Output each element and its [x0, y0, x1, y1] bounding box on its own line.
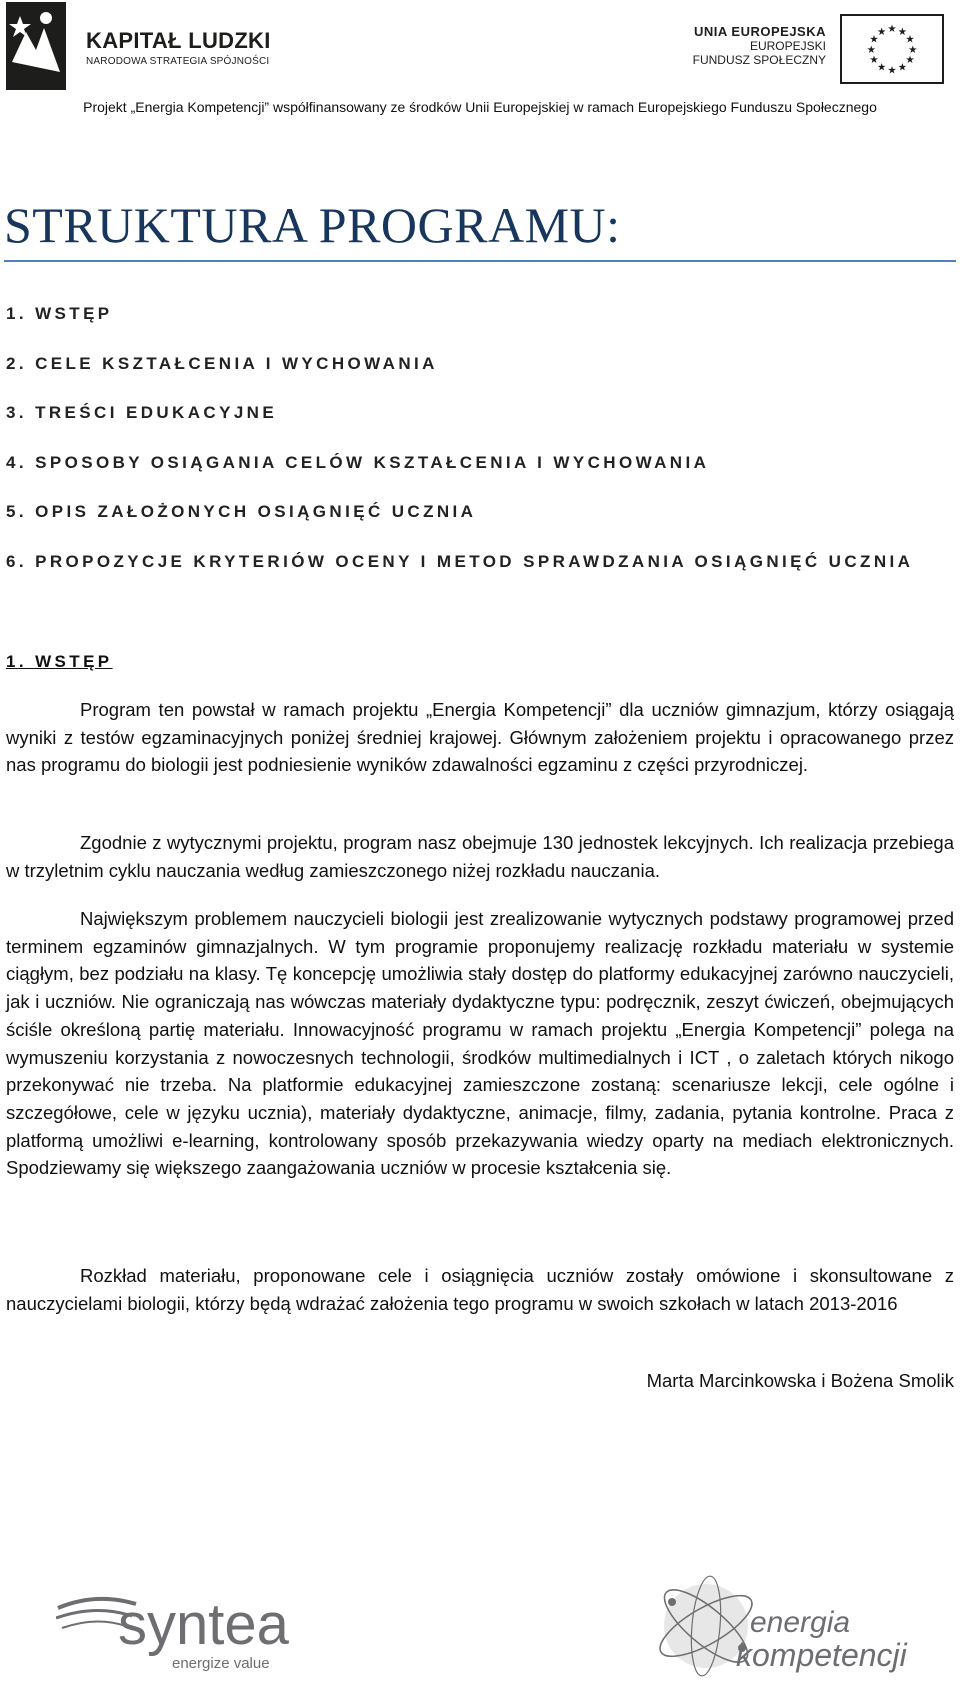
- energia-kompetencji-logo: [650, 1568, 950, 1684]
- table-of-contents: [6, 304, 913, 601]
- author-signature: Marta Marcinkowska i Bożena Smolik: [646, 1370, 954, 1391]
- eu-star-icon: ★: [887, 24, 897, 36]
- eu-star-icon: ★: [887, 65, 897, 77]
- paragraph-text: Program ten powstał w ramach projektu „Energia Kompetencji” dla uczniów gimnazjum, którzy osiągają wyniki z testów egzaminacyjnych poniżej średniej krajowej. Głównym założeniem projektu i opracowanego przez nas programu do biologii jest podniesienie wyników zdawalności egzaminu z części przyrodniczej.: [6, 699, 954, 776]
- eu-line-1: UNIA EUROPEJSKA: [694, 24, 826, 39]
- paragraph-1: [6, 696, 954, 779]
- eu-star-icon: ★: [876, 26, 887, 38]
- eu-line-2: EUROPEJSKI: [749, 39, 826, 53]
- kl-title: KAPITAŁ LUDZKI: [86, 28, 271, 53]
- page-header: [0, 0, 960, 130]
- eu-star-icon: ★: [897, 26, 908, 38]
- syntea-name: syntea: [118, 1592, 289, 1657]
- toc-item: 2. CELE KSZTAŁCENIA I WYCHOWANIA: [6, 353, 438, 373]
- kapital-ludzki-logo: [6, 2, 66, 90]
- paragraph-text: Rozkład materiału, proponowane cele i osiągnięcia uczniów zostały omówione i skonsultowane z nauczycielami biologii, którzy będą wdrażać założenia tego programu w swoich szkołach w latach 2013-2016: [6, 1265, 954, 1314]
- toc-item: 1. WSTĘP: [6, 304, 113, 323]
- toc-item: 4. SPOSOBY OSIĄGANIA CELÓW KSZTAŁCENIA I WYCHOWANIA: [6, 452, 710, 472]
- eu-star-icon: ★: [876, 62, 887, 74]
- ek-line-1: energia: [750, 1606, 851, 1639]
- page-title: STRUKTURA PROGRAMU:: [4, 196, 956, 262]
- eu-line-3: FUNDUSZ SPOŁECZNY: [692, 53, 826, 67]
- paragraph-text: Największym problemem nauczycieli biologii jest zrealizowanie wytycznych podstawy programowej przed terminem egzaminów gimnazjalnych. W tym programie proponujemy realizację rozkładu materiału w systemie ciągłym, bez podziału na klasy. Tę koncepcję umożliwia stały dostęp do platformy edukacyjnej zarówno nauczycieli, jak i uczniów. Nie ograniczają nas wówczas materiały dydaktyczne typu: podręcznik, zeszyt ćwiczeń, obejmujących ściśle określoną partię materiału. Innowacyjność programu w ramach projektu „Energia Kompetencji” polega na wymuszeniu korzystania z nowoczesnych technologii, środków multimedialnych i ICT , o zaletach których nikogo przekonywać nie trzeba. Na platformie edukacyjnej zamieszczone zostaną: scenariusze lekcji, cele ogólne i szczegółowe, cele w języku ucznia), materiały dydaktyczne, animacje, filmy, zadania, pytania kontrolne. Praca z platformą umożliwi e-learning, kontrolowany sposób przekazywania wiedzy oparty na mediach elektronicznych. Spodziewamy się większego zaangażowania uczniów w procesie kształcenia się.: [6, 908, 954, 1179]
- paragraph-3: [6, 905, 954, 1182]
- toc-item: 5. OPIS ZAŁOŻONYCH OSIĄGNIĘĆ UCZNIA: [6, 502, 477, 521]
- eu-star-icon: ★: [908, 44, 918, 56]
- syntea-tagline: energize value: [172, 1655, 270, 1672]
- kl-subtitle: NARODOWA STRATEGIA SPÓJNOŚCI: [86, 56, 270, 67]
- paragraph-4: [6, 1262, 954, 1317]
- toc-item: 3. TREŚCI EDUKACYJNE: [6, 403, 278, 422]
- toc-item: 6. PROPOZYCJE KRYTERIÓW OCENY I METOD SPRAWDZANIA OSIĄGNIĘĆ UCZNIA: [6, 551, 914, 571]
- eu-star-icon: ★: [897, 62, 908, 74]
- eu-star-icon: ★: [866, 44, 876, 56]
- eu-star-icon: ★: [869, 55, 879, 67]
- section-heading: 1. WSTĘP: [6, 652, 113, 671]
- kapital-ludzki-wordmark: [86, 28, 271, 67]
- eu-star-icon: ★: [905, 55, 915, 67]
- paragraph-text: Zgodnie z wytycznymi projektu, program nasz obejmuje 130 jednostek lekcyjnych. Ich realizacja przebiega w trzyletnim cyklu nauczania według zamieszczonego niżej rozkładu nauczania.: [6, 832, 954, 881]
- ek-line-2: kompetencji: [736, 1637, 907, 1673]
- project-funding-line: Projekt „Energia Kompetencji” współfinansowany ze środków Unii Europejskiej w ramach Europejskiego Funduszu Społecznego: [83, 99, 877, 115]
- eu-star-icon: ★: [869, 34, 879, 46]
- syntea-logo: [56, 1586, 336, 1676]
- eu-flag-icon: [840, 14, 944, 84]
- eu-star-icon: ★: [905, 34, 915, 46]
- paragraph-2: [6, 829, 954, 884]
- eu-wordmark: [693, 24, 826, 67]
